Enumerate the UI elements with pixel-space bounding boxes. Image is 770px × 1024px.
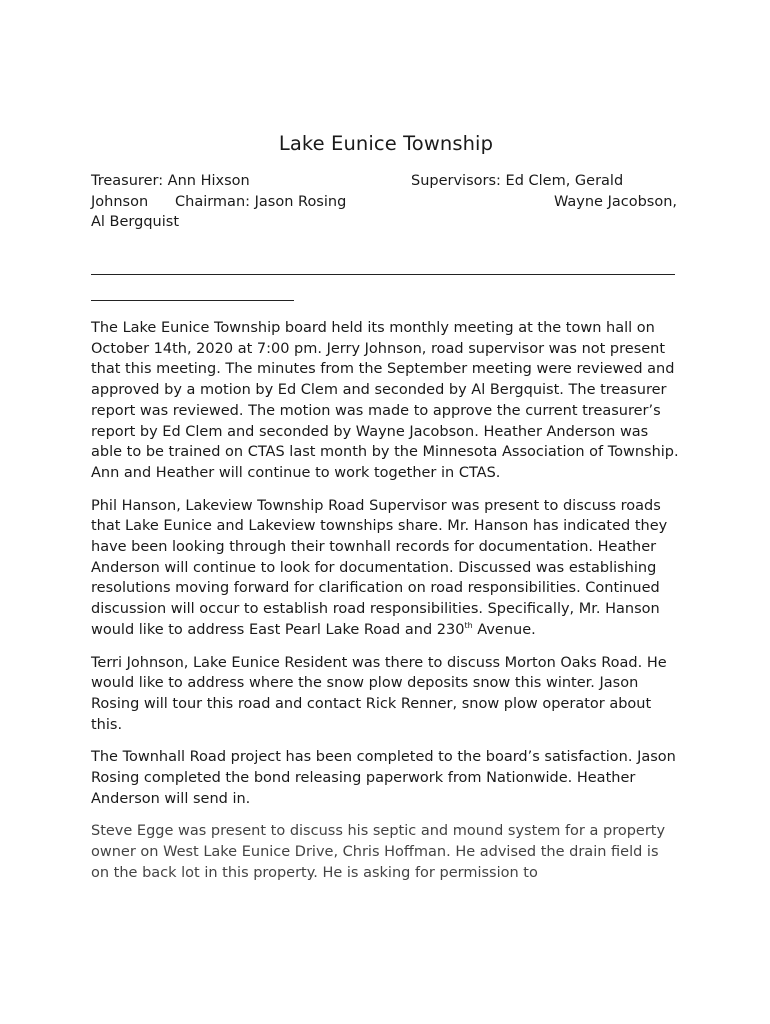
paragraph-meeting: The Lake Eunice Township board held its monthly meeting at the town hall on October 14th, 2020 at 7:00 pm. Jerry Johnson, road supervisor was not present that this meeting. The minutes from the September meeting were reviewed and approved by a motion by Ed Clem and seconded by Al Bergquist. The treasurer report was reviewed. The motion was made to approve the current treasurer’s report by Ed Clem and seconded by Wayne Jacobson. Heather Anderson was able to be trained on CTAS last month by the Minnesota Association of Township. Ann and Heather will continue to work together in CTAS. <box>91 320 679 481</box>
separator-line-1 <box>91 274 675 275</box>
supervisor-johnson: Johnson <box>91 193 149 210</box>
minutes-body <box>91 318 681 896</box>
separator-line-2 <box>91 300 294 301</box>
document-page <box>91 132 681 881</box>
chairman-line: Chairman: Jason Rosing <box>175 193 347 210</box>
page-title: Lake Eunice Township <box>278 132 494 155</box>
paragraph-roads <box>91 496 681 641</box>
officers-block <box>91 171 681 233</box>
supervisors-line: Supervisors: Ed Clem, Gerald <box>411 173 624 189</box>
paragraph-townhall-road: The Townhall Road project has been completed to the board’s satisfaction. Jason Rosing completed the bond releasing paperwork from Nationwide. Heather Anderson will send in. <box>91 749 676 807</box>
roads-tail: Avenue. <box>472 621 536 638</box>
roads-superscript: th <box>464 620 473 630</box>
supervisor-al: Al Bergquist <box>91 214 179 230</box>
treasurer-line: Treasurer: Ann Hixson <box>91 173 250 189</box>
paragraph-septic: Steve Egge was present to discuss his septic and mound system for a property owner on West Lake Eunice Drive, Chris Hoffman. He advised the drain field is on the back lot in this property. He is asking for permission to <box>91 823 666 881</box>
paragraph-morton-oaks: Terri Johnson, Lake Eunice Resident was there to discuss Morton Oaks Road. He would like to address where the snow plow deposits snow this winter. Jason Rosing will tour this road and contact Rick Renner, snow plow operator about this. <box>91 654 667 733</box>
supervisor-wayne: Wayne Jacobson, <box>553 193 677 210</box>
roads-text: Phil Hanson, Lakeview Township Road Supervisor was present to discuss roads that Lake Eunice and Lakeview townships share. Mr. Hanson has indicated they have been looking through their townhall records for documentation. Heather Anderson will continue to look for documentation. Discussed was establishing resolutions moving forward for clarification on road responsibilities. Continued discussion will occur to establish road responsibilities. Specifically, Mr. Hanson would like to address East Pearl Lake Road and 230 <box>91 497 668 638</box>
